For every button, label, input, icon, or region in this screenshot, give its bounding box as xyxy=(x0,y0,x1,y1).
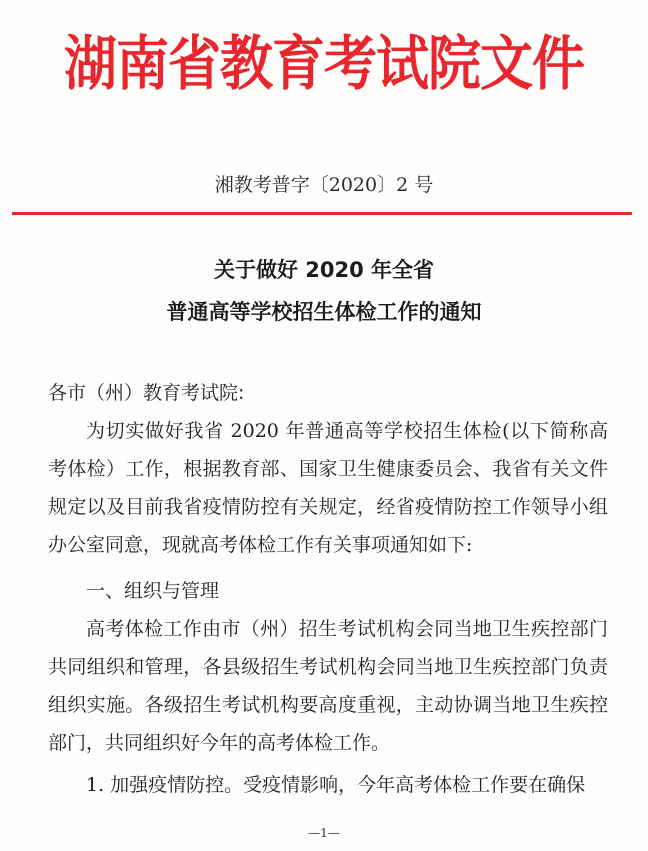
page-number: —1— xyxy=(308,826,340,840)
list-item-epidemic-control: 1. 加强疫情防控。受疫情影响，今年高考体检工作要在确保 xyxy=(86,774,586,796)
paragraph-intro: 为切实做好我省 2020 年普通高等学校招生体检(以下简称高考体检）工作，根据教育部、国家卫生健康委员会、我省有关文件规定以及目前我省疫情防控有关规定，经省疫情防控工作领导小组办公室同意，现就高考体检工作有关事项通知如下: xyxy=(48,420,608,556)
document-header-title: 湖南省教育考试院文件 xyxy=(64,30,584,99)
salutation: 各市（州）教育考试院: xyxy=(48,382,245,404)
paragraph-organization: 高考体检工作由市（州）招生考试机构会同当地卫生疾控部门共同组织和管理，各县级招生考试机构会同当地卫生疾控部门负责组织实施。各级招生考试机构要高度重视，主动协调当地卫生疾控部门，共同组织好今年的高考体检工作。 xyxy=(48,618,608,754)
section-heading-organization: 一、组织与管理 xyxy=(86,580,220,602)
notice-title-line-2: 普通高等学校招生体检工作的通知 xyxy=(166,300,482,324)
red-divider-line xyxy=(12,212,632,215)
document-number: 湘教考普字〔2020〕2 号 xyxy=(214,174,434,196)
notice-title-line-1: 关于做好 2020 年全省 xyxy=(213,258,435,282)
